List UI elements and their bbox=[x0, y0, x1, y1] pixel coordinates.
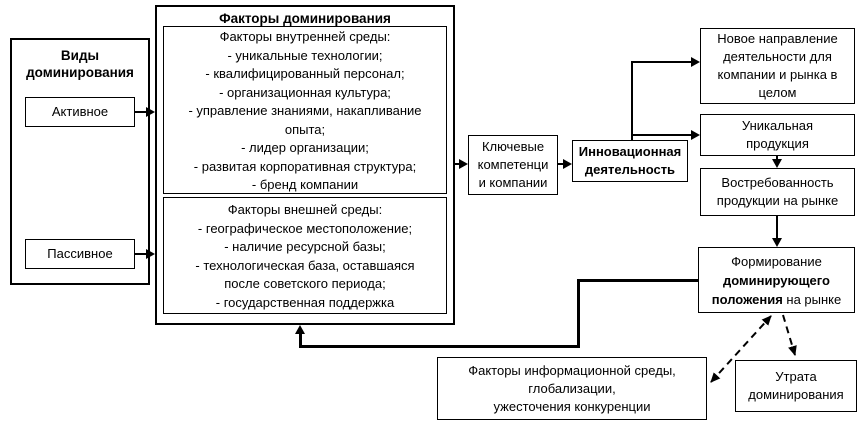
dashed-connector-formation-to-loss bbox=[783, 315, 795, 355]
box-passive-domination bbox=[25, 239, 135, 269]
information-environment-factors-label: Факторы информационной среды, глобализации, ужесточения конкуренции bbox=[468, 362, 676, 414]
box-product-demand bbox=[700, 168, 855, 216]
new-direction-label: Новое направление деятельности для компании и рынка в целом bbox=[717, 31, 838, 100]
feedback-line-riser bbox=[299, 333, 302, 347]
box-dominant-position-formation bbox=[698, 247, 855, 313]
active-domination-label: Активное bbox=[51, 104, 109, 119]
box-active-domination bbox=[25, 97, 135, 127]
connector-demand-to-formation bbox=[776, 216, 778, 239]
box-internal-factors bbox=[163, 26, 447, 194]
connector-innovation-to-new-direction bbox=[631, 61, 691, 63]
feedback-line-top bbox=[577, 279, 698, 282]
box-innovation-activity bbox=[572, 140, 688, 182]
external-factors-list: Факторы внешней среды: - географическое местоположение; - наличие ресурсной базы; - технологическая база, оставшаяся после советского периода; - государственная поддержка bbox=[195, 202, 415, 310]
passive-domination-label: Пассивное bbox=[47, 246, 113, 261]
innovation-activity-label: Инновационная деятельность bbox=[578, 144, 682, 177]
box-information-environment-factors bbox=[437, 357, 707, 420]
box-external-factors bbox=[163, 197, 447, 314]
arrowhead-competencies-to-innovation bbox=[563, 159, 572, 169]
internal-factors-list: Факторы внутренней среды: - уникальные технологии; - квалифицированный персонал; - организационная культура; - управление знаниями, накапливание опыта; - лидер организации; - развитая корпоративная структура; - бренд компании bbox=[188, 29, 422, 192]
dominant-position-formation-label: Формирование доминирующего положения на рынке bbox=[711, 253, 842, 307]
arrowhead-active-to-factors bbox=[146, 107, 155, 117]
arrowhead-demand-to-formation bbox=[772, 238, 782, 247]
arrowhead-feedback-to-factors bbox=[295, 325, 305, 334]
arrowhead-passive-to-factors bbox=[146, 249, 155, 259]
arrowhead-innovation-to-new-direction bbox=[691, 57, 700, 67]
domination-factors-title: Факторы доминирования bbox=[219, 11, 391, 26]
product-demand-label: Востребованность продукции на рынке bbox=[716, 175, 839, 208]
feedback-line-bottom bbox=[299, 345, 580, 348]
box-new-direction bbox=[700, 28, 855, 104]
box-domination-loss bbox=[735, 360, 857, 412]
key-competencies-label: Ключевые компетенци и компании bbox=[477, 139, 549, 190]
domination-types-title: Виды доминирования bbox=[26, 48, 134, 80]
domination-loss-label: Утрата доминирования bbox=[748, 369, 844, 402]
feedback-line-drop bbox=[577, 279, 580, 347]
box-unique-product bbox=[700, 114, 855, 156]
box-key-competencies bbox=[468, 135, 558, 195]
connector-innovation-to-unique-product bbox=[631, 134, 691, 136]
arrowhead-unique-to-demand bbox=[772, 159, 782, 168]
unique-product-label: Уникальная продукция bbox=[741, 118, 814, 151]
arrowhead-factors-to-competencies bbox=[459, 159, 468, 169]
arrowhead-innovation-to-unique-product bbox=[691, 130, 700, 140]
connector-innovation-riser bbox=[631, 61, 633, 141]
